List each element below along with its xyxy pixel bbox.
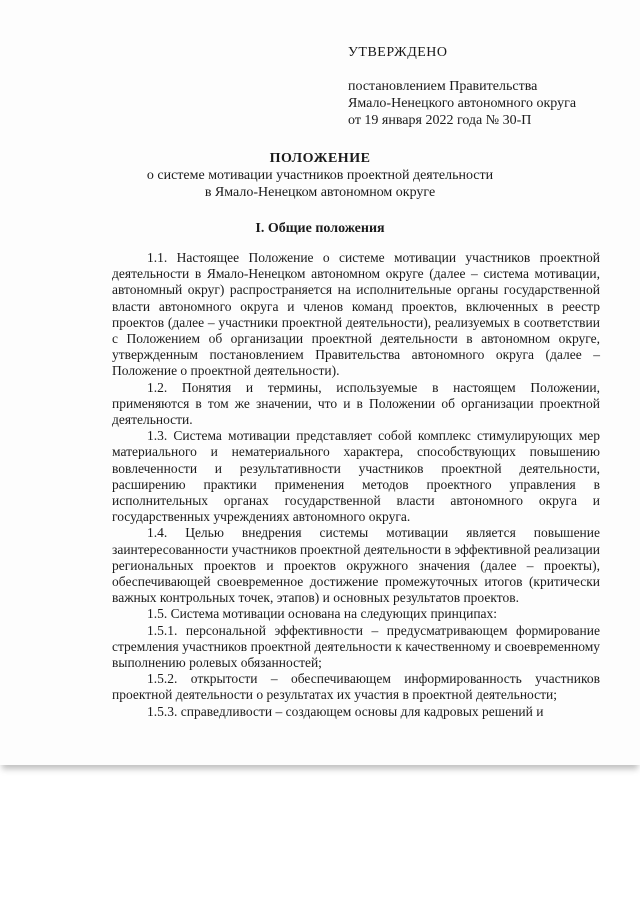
approval-block xyxy=(348,44,576,129)
blank-area xyxy=(0,765,640,905)
approval-line: Ямало-Ненецкого автономного округа xyxy=(348,96,577,111)
body-text xyxy=(112,250,600,720)
approval-line: от 19 января 2022 года № 30-П xyxy=(348,113,532,128)
paragraph: 1.1. Настоящее Положение о системе мотивации участников проектной деятельности в Ямало-Ненецком автономном округе (далее – система мотивации, автономный округ) распространяется на исполнительные органы государственной власти автономного округа и членов команд проектов, включенных в реестр проектов (далее – участники проектной деятельности), реализуемых в соответствии с Положением об организации проектной деятельности в автономном округе, утвержденным постановлением Правительства автономного округа (далее – Положение о проектной деятельности). xyxy=(112,250,600,379)
document-title: ПОЛОЖЕНИЕ xyxy=(269,151,371,166)
approval-line: постановлением Правительства xyxy=(348,79,538,94)
paragraph: 1.2. Понятия и термины, используемые в настоящем Положении, применяются в том же значении, что и в Положении об организации проектной деятельности. xyxy=(112,379,600,428)
paragraph: 1.5.2. открытости – обеспечивающем информированность участников проектной деятельности о результатах их участия в проектной деятельности; xyxy=(112,671,600,703)
section-heading: I. Общие положения xyxy=(255,221,385,236)
document-title-block xyxy=(0,150,640,201)
paragraph: 1.4. Целью внедрения системы мотивации является повышение заинтересованности участников проектной деятельности в эффективной реализации региональных проектов и проектов окружного значения (далее – проекты), обеспечивающей своевременное достижение промежуточных итогов (критически важных контрольных точек, этапов) и основных результатов проектов. xyxy=(112,525,600,606)
paragraph: 1.5.1. персональной эффективности – предусматривающем формирование стремления участников проектной деятельности к качественному и своевременному выполнению ролевых обязанностей; xyxy=(112,622,600,671)
paragraph: 1.3. Система мотивации представляет собой комплекс стимулирующих мер материального и нематериального характера, способствующих повышению вовлеченности и результативности участников проектной деятельности, расширению практики применения методов проектного управления в исполнительных органах государственной власти автономного округа и государственных учреждениях автономного округа. xyxy=(112,428,600,525)
paragraph: 1.5.3. справедливости – создающем основы для кадровых решений и xyxy=(147,703,544,719)
document-subtitle: о системе мотивации участников проектной деятельности xyxy=(146,168,494,183)
document-subtitle: в Ямало-Ненецком автономном округе xyxy=(204,185,436,200)
approval-stamp: УТВЕРЖДЕНО xyxy=(348,45,448,60)
paragraph: 1.5. Система мотивации основана на следующих принципах: xyxy=(147,606,498,622)
